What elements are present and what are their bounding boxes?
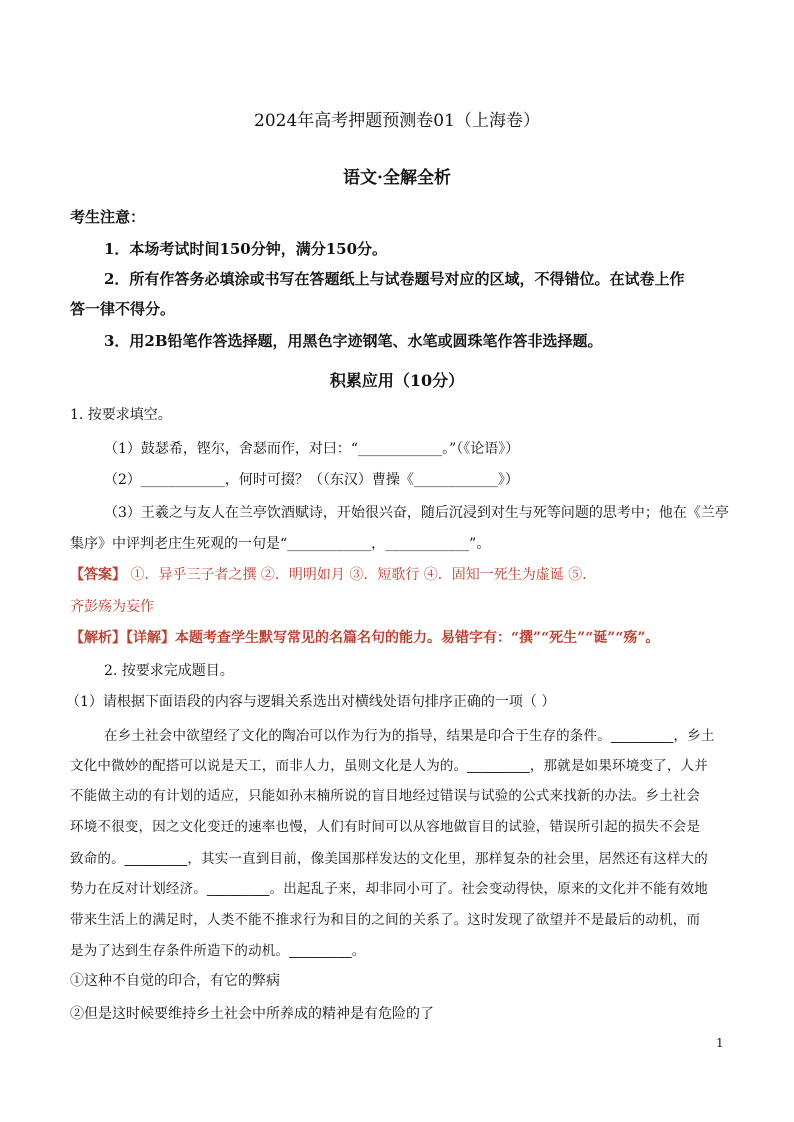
answer-text: ①．异乎三子者之撰 ②．明明如月 ③．短歌行 ④．固知一死生为虚诞 ⑤． [126,567,597,583]
question-1-part-2: （2）____________，何时可掇？（（东汉）曹操《____________》） [104,472,519,488]
analysis-label: 【解析】【详解】 [70,630,175,646]
document-title: 2024年高考押题预测卷01（上海卷） [254,111,540,131]
analysis-line [70,627,659,647]
option-2: ②但是这时候要维持乡土社会中所养成的精神是有危险的了 [70,1006,434,1022]
notice-heading: 考生注意： [70,208,146,226]
passage-line: 致命的。_________，其实一直到目前，像美国那样发达的文化里，那样复杂的社会里，居然还有这样大的 [70,851,708,867]
option-1: ①这种不自觉的印合，有它的弊病 [70,973,280,989]
page-number: 1 [716,1036,724,1050]
passage-line: 不能做主动的有计划的适应，只能如孙末楠所说的盲目地经过错误与试验的公式来找新的办法。乡土社会 [70,788,701,804]
answer-line [70,564,596,584]
question-1-part-3-continued: 集序》中评判老庄生死观的一句是“____________，____________”。 [70,536,491,552]
question-1-part-3: （3）王羲之与友人在兰亭饮酒赋诗，开始很兴奋，随后沉浸到对生与死等问题的思考中；他在《兰亭 [104,505,729,521]
notice-item-1: 1．本场考试时间150分钟，满分150分。 [104,240,388,258]
document-subtitle: 语文·全解全析 [343,168,451,188]
question-1-stem: 1. 按要求填空。 [70,407,172,423]
passage-line: 带来生活上的满足时，人类不能不推求行为和目的之间的关系了。这时发现了欲望并不是最后的动机，而 [70,912,701,928]
passage-line: 环境不很变，因之文化变迁的速率也慢，人们有时间可以从容地做盲目的试验，错误所引起的损失不会是 [70,819,701,835]
passage-line: 是为了达到生存条件所造下的动机。_________。 [70,943,366,959]
answer-text-continued: 齐彭殇为妄作 [70,599,154,615]
notice-item-2-continued: 答一律不得分。 [70,300,176,318]
question-2-stem: 2. 按要求完成题目。 [104,663,234,679]
notice-item-3: 3．用2B铅笔作答选择题，用黑色字迹钢笔、水笔或圆珠笔作答非选择题。 [104,332,603,350]
section-title: 积累应用（10分） [329,371,465,390]
question-2-sub-1: （1）请根据下面语段的内容与逻辑关系选出对横线处语句排序正确的一项（ ） [66,694,556,710]
question-1-part-1: （1）鼓瑟希，铿尔，舍瑟而作，对曰：“____________。”（《论语》） [104,441,520,457]
passage-line: 势力在反对计划经济。_________。出起乱子来，却非同小可了。社会变动得快，原来的文化并不能有效地 [70,881,708,897]
analysis-text: 本题考查学生默写常见的名篇名句的能力。易错字有：“撰”“死生”“诞”“殇”。 [175,630,660,646]
notice-item-2: 2．所有作答务必填涂或书写在答题纸上与试卷题号对应的区域，不得错位。在试卷上作 [104,270,685,288]
answer-label: 【答案】 [70,567,126,583]
passage-line: 文化中微妙的配搭可以说是天工，而非人力，虽则文化是人为的。_________，那就是如果环境变了，人并 [70,758,708,774]
passage-line: 在乡土社会中欲望经了文化的陶冶可以作为行为的指导，结果是印合于生存的条件。_________，乡土 [104,728,715,744]
